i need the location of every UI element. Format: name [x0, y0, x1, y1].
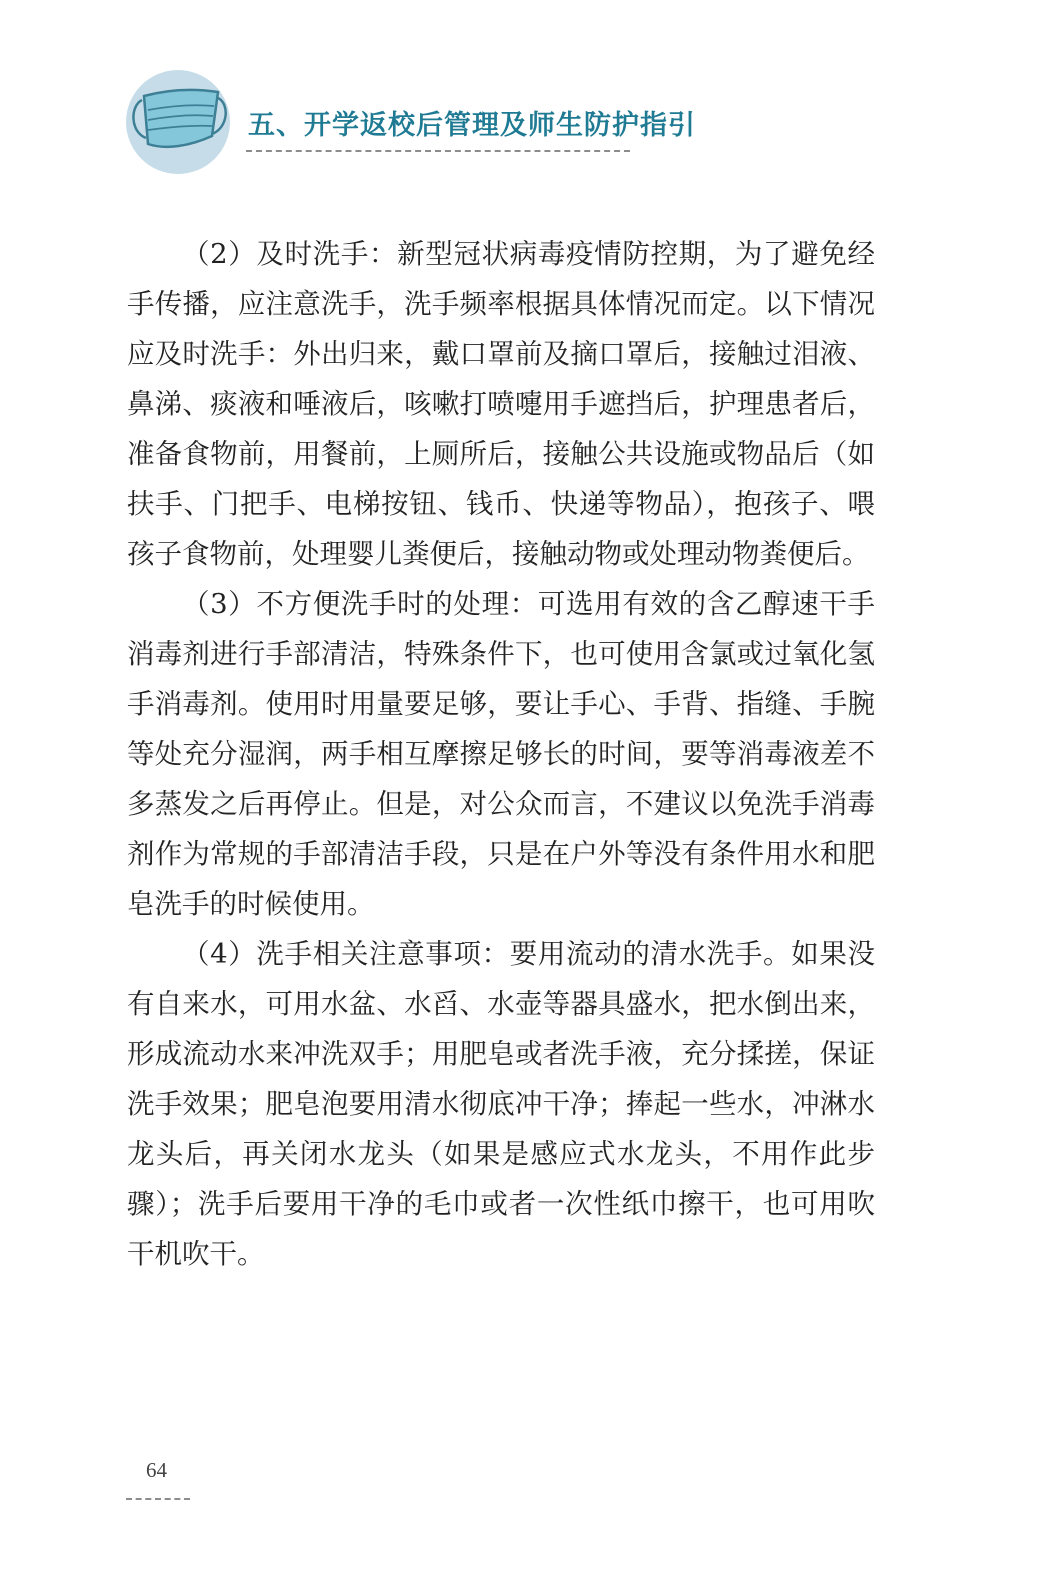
paragraph-hand-washing-notes: （4）洗手相关注意事项：要用流动的清水洗手。如果没有自来水，可用水盆、水舀、水壶等器具盛水，把水倒出来，形成流动水来冲洗双手；用肥皂或者洗手液，充分揉搓，保证洗手效果；肥皂泡要用清水彻底冲干净；捧起一些水，冲淋水龙头后，再关闭水龙头（如果是感应式水龙头，不用作此步骤）；洗手后要用干净的毛巾或者一次性纸巾擦干，也可用吹干机吹干。 — [127, 938, 875, 1270]
chapter-header — [0, 0, 1058, 200]
page-number-dashed-divider — [126, 1498, 190, 1500]
body-text — [127, 229, 875, 1279]
page-number: 64 — [146, 1458, 167, 1482]
face-mask-icon — [126, 70, 230, 174]
paragraph-hand-washing-timing: （2）及时洗手：新型冠状病毒疫情防控期，为了避免经手传播，应注意洗手，洗手频率根据具体情况而定。以下情况应及时洗手：外出归来，戴口罩前及摘口罩后，接触过泪液、鼻涕、痰液和唾液后，咳嗽打喷嚏用手遮挡后，护理患者后，准备食物前，用餐前，上厕所后，接触公共设施或物品后（如扶手、门把手、电梯按钮、钱币、快递等物品），抱孩子、喂孩子食物前，处理婴儿粪便后，接触动物或处理动物粪便后。 — [127, 238, 875, 570]
paragraph-hand-sanitizer: （3）不方便洗手时的处理：可选用有效的含乙醇速干手消毒剂进行手部清洁，特殊条件下，也可使用含氯或过氧化氢手消毒剂。使用时用量要足够，要让手心、手背、指缝、手腕等处充分湿润，两手相互摩擦足够长的时间，要等消毒液差不多蒸发之后再停止。但是，对公众而言，不建议以免洗手消毒剂作为常规的手部清洁手段，只是在户外等没有条件用水和肥皂洗手的时候使用。 — [127, 588, 875, 920]
chapter-title: 五、开学返校后管理及师生防护指引 — [248, 110, 696, 141]
title-dashed-divider — [246, 150, 630, 152]
